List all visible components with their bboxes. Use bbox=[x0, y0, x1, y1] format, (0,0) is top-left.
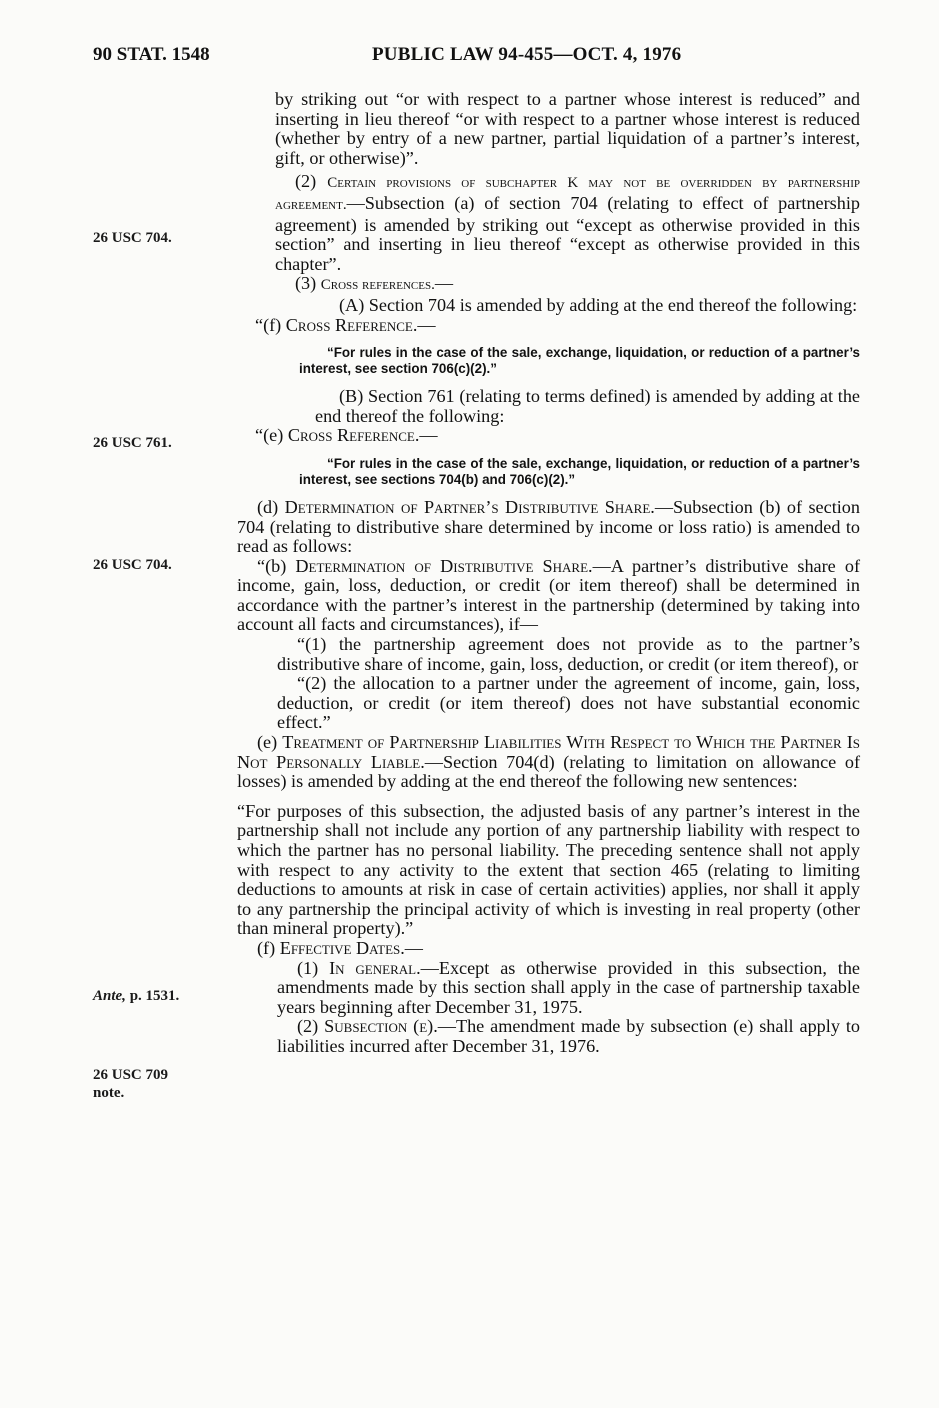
p10-num: (d) bbox=[257, 496, 285, 517]
paragraph-p16 bbox=[237, 939, 860, 959]
p5-dash: — bbox=[417, 314, 436, 335]
p8-dash: — bbox=[419, 425, 438, 446]
p16-num: (f) bbox=[257, 937, 280, 958]
margin-note-ante-page: p. 1531. bbox=[125, 988, 180, 1004]
margin-note-ante-italic: Ante, bbox=[93, 988, 126, 1004]
paragraph-p8 bbox=[237, 426, 860, 446]
p17-heading: In general. bbox=[329, 957, 421, 978]
p14-text: —Section 704(d) (relating to limitation on allowance of losses) is amended by adding at the end thereof the following new sentences: bbox=[237, 751, 860, 792]
p3-dash: — bbox=[434, 273, 454, 294]
p14-heading: Treatment of Partnership Liabilities With Respect to Which the Partner Is Not Personally Liable. bbox=[237, 732, 860, 772]
p2-heading: Certain provisions of subchapter K may not be overridden by partnership agreement. bbox=[275, 175, 860, 213]
p2-text: —Subsection (a) of section 704 (relating to effect of partnership agreement) is amended by striking out “except as otherwise provided in this section” and inserting in lieu thereof “except as otherwise provided in this chapter”. bbox=[275, 192, 860, 274]
margin-note-26-usc-709 bbox=[93, 1066, 168, 1102]
paragraph-p9 bbox=[237, 456, 860, 488]
p9-text: “For rules in the case of the sale, exchange, liquidation, or reduction of a partner’s interest, see sections 704(b) and 706(c)(2).” bbox=[299, 455, 860, 487]
paragraph-p12 bbox=[237, 635, 860, 674]
paragraph-p5 bbox=[237, 316, 860, 336]
p10-text: —Subsection (b) of section 704 (relating to distributive share determined by income or loss ratio) is amended to read as follows: bbox=[237, 496, 860, 557]
paragraph-p4 bbox=[237, 296, 860, 316]
p18-num: (2) bbox=[297, 1016, 325, 1037]
margin-note-26-usc-704: 26 USC 704. bbox=[93, 230, 172, 246]
p4-text: (A) Section 704 is amended by adding at the end thereof the following: bbox=[339, 294, 858, 315]
p5-num: “(f) bbox=[255, 314, 286, 335]
page-header bbox=[0, 44, 939, 74]
p17-text: —Except as otherwise provided in this subsection, the amendments made by this section shall apply in the case of partnership taxable years beginning after December 31, 1975. bbox=[277, 957, 860, 1017]
paragraph-p2 bbox=[237, 172, 860, 274]
p14-num: (e) bbox=[257, 732, 283, 753]
p7-text: (B) Section 761 (relating to terms defined) is amended by adding at the end thereof the following: bbox=[315, 386, 860, 426]
p11-text: —A partner’s distributive share of income, gain, loss, deduction, or credit (or item thereof) shall be determined in accordance with the partner’s interest in the partnership (determined by taking into account all facts and circumstances), if— bbox=[237, 555, 861, 635]
paragraph-p11 bbox=[237, 557, 860, 635]
p3-heading: Cross references. bbox=[320, 277, 435, 294]
margin-note-ante bbox=[93, 987, 179, 1005]
p15-text: “For purposes of this subsection, the adjusted basis of any partner’s interest in the partnership shall not include any portion of any partnership liability with respect to which the partner has no personal liability. The preceding sentence shall not apply with respect to any activity to the extent that section 465 (relating to limiting deductions to amounts at risk in case of certain activities) applies, nor shall it apply to any partnership the principal activity of which is investing in real property (other than mineral property).” bbox=[237, 800, 860, 939]
p10-heading: Determination of Partner’s Distributive Share. bbox=[284, 496, 655, 517]
p2-num: (2) bbox=[295, 171, 328, 192]
p16-heading: Effective Dates. bbox=[279, 937, 405, 958]
p17-num: (1) bbox=[297, 957, 330, 978]
margin-note-26-usc-704-b: 26 USC 704. bbox=[93, 557, 172, 573]
p13-text: “(2) the allocation to a partner under the agreement of income, gain, loss, deduction, or credit (or item thereof) does not have substantial economic effect.” bbox=[277, 673, 860, 733]
p8-heading: Cross Reference. bbox=[287, 425, 420, 446]
paragraph-p7 bbox=[237, 387, 860, 426]
paragraph-p15 bbox=[237, 802, 860, 939]
document-body bbox=[237, 90, 860, 1057]
p1-text: by striking out “or with respect to a partner whose interest is reduced” and inserting in lieu thereof “or with respect to a partner whose interest is reduced (whether by entry of a new partner, partial liquidation of a partner’s interest, gift, or otherwise)”. bbox=[275, 89, 860, 168]
paragraph-p14 bbox=[237, 733, 860, 792]
margin-note-709-line1: 26 USC 709 bbox=[93, 1067, 169, 1083]
paragraph-p18 bbox=[237, 1017, 860, 1056]
p6-text: “For rules in the case of the sale, exchange, liquidation, or reduction of a partner’s interest, see section 706(c)(2).” bbox=[299, 345, 860, 377]
paragraph-p13 bbox=[237, 674, 860, 733]
paragraph-p1 bbox=[237, 90, 860, 168]
p18-text: —The amendment made by subsection (e) shall apply to liabilities incurred after December 31, 1976. bbox=[277, 1016, 860, 1056]
p8-num: “(e) bbox=[255, 425, 288, 446]
p11-heading: Determination of Distributive Share. bbox=[295, 555, 593, 576]
p18-heading: Subsection (e). bbox=[324, 1016, 438, 1037]
stat-page-number: 90 STAT. 1548 bbox=[93, 44, 210, 65]
p3-num: (3) bbox=[295, 273, 321, 294]
margin-note-709-line2: note. bbox=[93, 1085, 125, 1101]
paragraph-p10 bbox=[237, 498, 860, 557]
page-title: PUBLIC LAW 94-455—OCT. 4, 1976 bbox=[372, 44, 682, 65]
p16-dash: — bbox=[404, 937, 423, 958]
p12-text: “(1) the partnership agreement does not provide as to the partner’s distributive share of income, gain, loss, deduction, or credit (or item thereof), or bbox=[277, 634, 860, 674]
paragraph-p17 bbox=[237, 959, 860, 1018]
paragraph-p3 bbox=[237, 274, 860, 296]
paragraph-p6 bbox=[237, 345, 860, 377]
p5-heading: Cross Reference. bbox=[285, 314, 418, 335]
margin-note-26-usc-761: 26 USC 761. bbox=[93, 435, 172, 451]
p11-num: “(b) bbox=[257, 555, 296, 576]
